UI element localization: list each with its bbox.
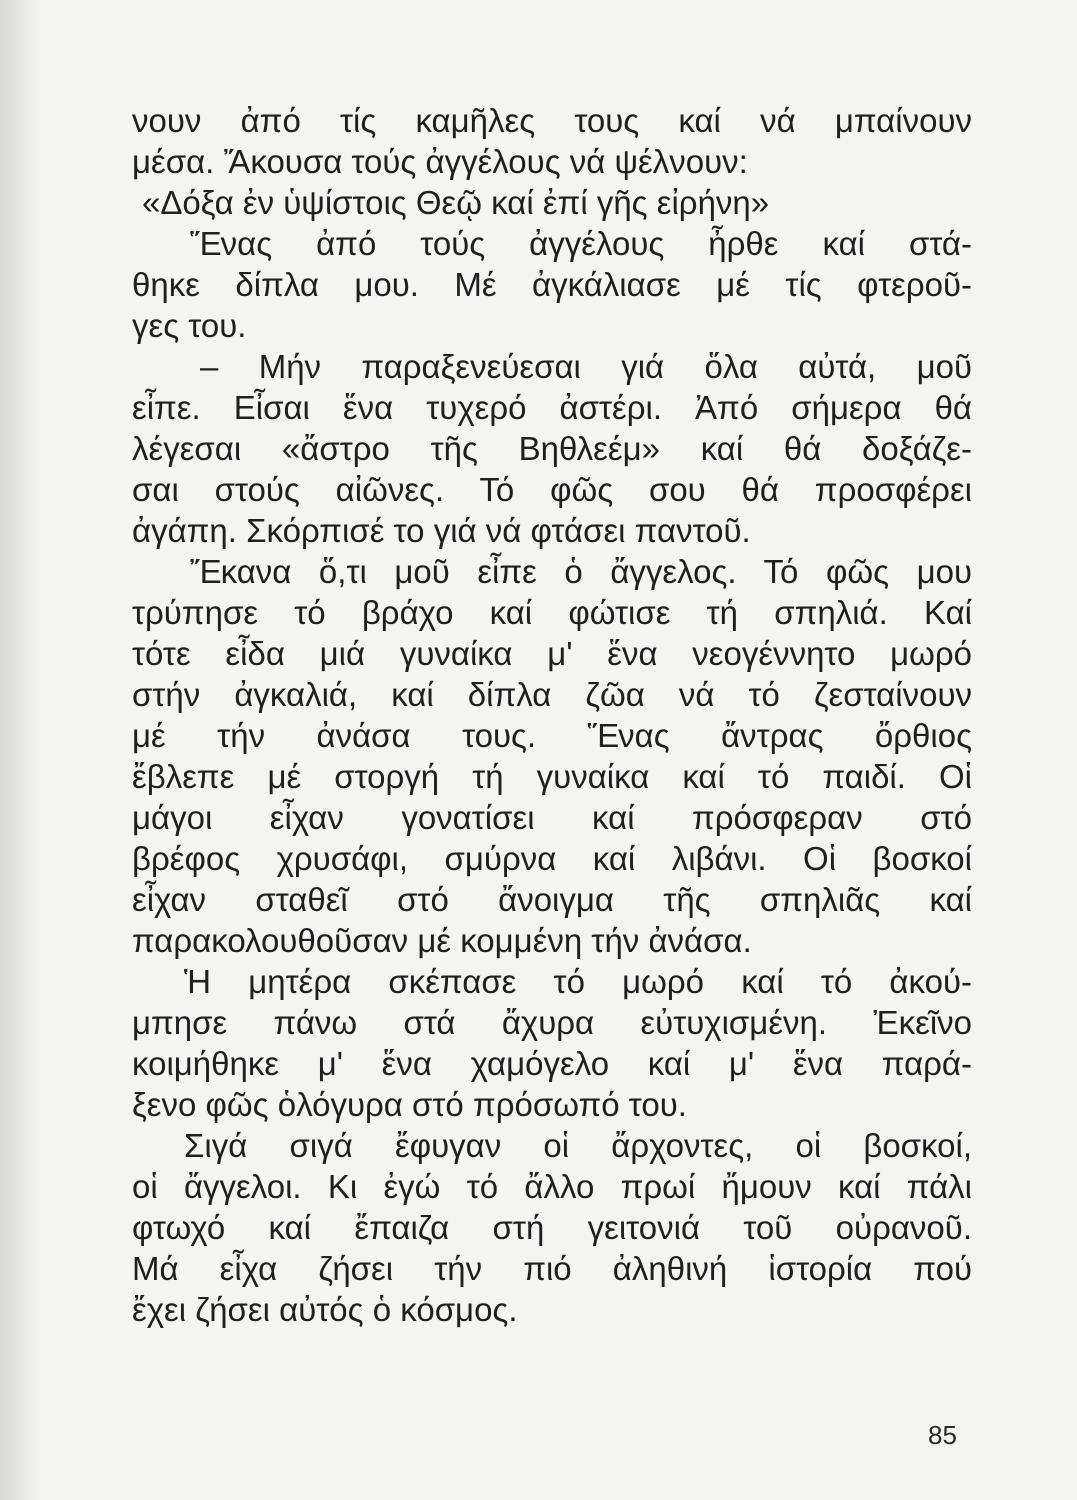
text-line: βρέφος χρυσάφι, σμύρνα καί λιβάνι. Οἱ βοσκοί <box>132 840 972 877</box>
text-line: μάγοι εἶχαν γονατίσει καί πρόσφεραν στό <box>132 799 972 836</box>
text-line: στήν ἀγκαλιά, καί δίπλα ζῶα νά τό ζεσταίνουν <box>132 676 972 713</box>
text-line: ἀγάπη. Σκόρπισέ το γιά νά φτάσει παντοῦ. <box>132 512 751 549</box>
text-line: μέ τήν ἀνάσα τους. Ἕνας ἄντρας ὄρθιος <box>132 717 972 754</box>
text-line: θηκε δίπλα μου. Μέ ἀγκάλιασε μέ τίς φτεροῦ- <box>132 266 972 303</box>
text-line: λέγεσαι «ἄστρο τῆς Βηθλεέμ» καί θά δοξάζε- <box>132 430 972 467</box>
text-line: μέσα. Ἄκουσα τούς ἀγγέλους νά ψέλνουν: <box>132 143 748 180</box>
text-line: Ἔκανα ὅ,τι μοῦ εἶπε ὁ ἄγγελος. Τό φῶς μου <box>190 553 972 590</box>
text-line: Ἡ μητέρα σκέπασε τό μωρό καί τό ἀκού- <box>184 963 972 1000</box>
text-line: ξενο φῶς ὁλόγυρα στό πρόσωπό του. <box>132 1086 687 1123</box>
text-line: μπησε πάνω στά ἄχυρα εὐτυχισμένη. Ἐκεῖνο <box>132 1004 972 1041</box>
text-line: παρακολουθοῦσαν μέ κομμένη τήν ἀνάσα. <box>132 922 752 959</box>
text-line: Μά εἶχα ζήσει τήν πιό ἀληθινή ἱστορία πού <box>132 1250 972 1287</box>
text-line: γες του. <box>132 307 247 344</box>
text-line: κοιμήθηκε μ' ἕνα χαμόγελο καί μ' ἕνα παρά- <box>132 1045 972 1082</box>
text-line: τρύπησε τό βράχο καί φώτισε τή σπηλιά. Καί <box>132 594 972 631</box>
text-line: «Δόξα ἐν ὑψίστοις Θεῷ καί ἐπί γῆς εἰρήνη» <box>142 184 770 221</box>
text-line: Σιγά σιγά ἔφυγαν οἱ ἄρχοντες, οἱ βοσκοί, <box>184 1127 972 1164</box>
page-number: 85 <box>928 1420 957 1450</box>
text-line: ἔβλεπε μέ στοργή τή γυναίκα καί τό παιδί. Οἱ <box>132 758 972 795</box>
text-line: – Μήν παραξενεύεσαι γιά ὅλα αὐτά, μοῦ <box>200 348 972 385</box>
body-text <box>132 100 972 1330</box>
text-line: νουν ἀπό τίς καμῆλες τους καί νά μπαίνουν <box>132 102 972 139</box>
text-line: εἶχαν σταθεῖ στό ἄνοιγμα τῆς σπηλιᾶς καί <box>132 881 972 918</box>
text-line: εἶπε. Εἶσαι ἕνα τυχερό ἀστέρι. Ἀπό σήμερα θά <box>132 389 972 426</box>
page-edge-shadow <box>0 0 40 1500</box>
text-line: οἱ ἄγγελοι. Κι ἐγώ τό ἄλλο πρωί ἤμουν καί πάλι <box>132 1168 972 1205</box>
text-line: φτωχό καί ἔπαιζα στή γειτονιά τοῦ οὐρανοῦ. <box>132 1209 972 1246</box>
text-line: σαι στούς αἰῶνες. Τό φῶς σου θά προσφέρει <box>132 471 972 508</box>
text-line: Ἕνας ἀπό τούς ἀγγέλους ἦρθε καί στά- <box>190 225 972 262</box>
text-line: ἔχει ζήσει αὐτός ὁ κόσμος. <box>132 1291 518 1328</box>
text-line: τότε εἶδα μιά γυναίκα μ' ἕνα νεογέννητο μωρό <box>132 635 972 672</box>
